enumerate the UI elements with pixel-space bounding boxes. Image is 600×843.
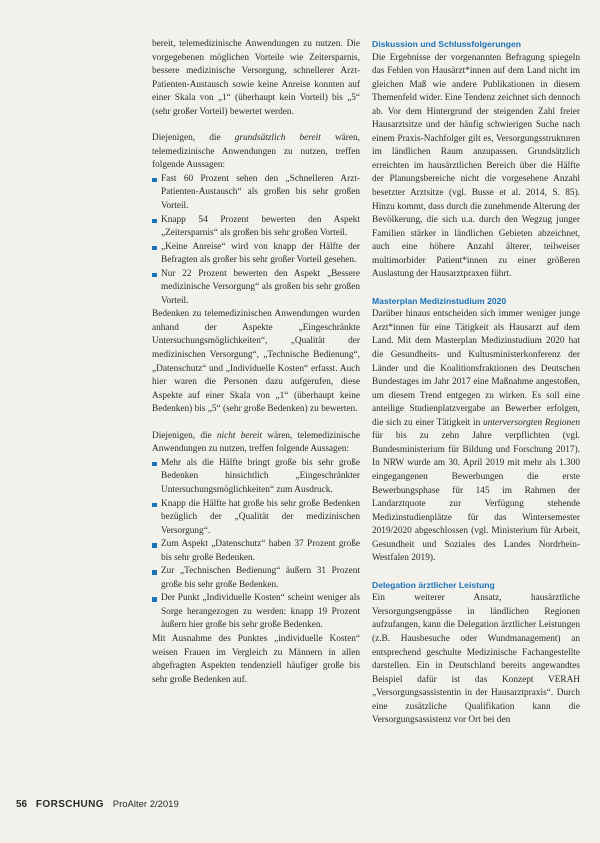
right-paragraph-3: Ein weiterer Ansatz, hausärztliche Versorgungsengpässe in ländlichen Regionen aufzufangen, kann die Delegation ärztlicher Leistungen (z.B. Hausbesuche oder Wundmanagement) an entsprechend geschulte Medizinische Fachangestellte darstellen. Ein in Deutschland bereits angewandtes Beispiel dafür ist das Konzept VERAH „Versorgungsassistentin in der Hausarztpraxis“. Durch eine zusätzliche Qualifikation kann die Versorgungsassistenz vor Ort bei den bbox=[372, 593, 580, 726]
list-item: Zur „Technischen Bedienung“ äußern 31 Prozent große bis sehr große Bedenken. bbox=[152, 565, 360, 592]
magazine-issue: ProAlter 2/2019 bbox=[112, 799, 179, 810]
list-item: „Keine Anreise“ wird von knapp der Hälfte der Befragten als großer bis sehr großer Vorteil gesehen. bbox=[152, 241, 360, 268]
left-paragraph-4 bbox=[152, 430, 360, 457]
right-paragraph-2 bbox=[372, 308, 580, 565]
right-paragraph-2-post: für bis zu zehn Jahre verpflichten (vgl. Bundesministerium für Bildung und Forschung 2017). In NRW wurde am 30. April 2019 mit mehr als 1.300 eingegangenen Bewerbungen die erste Bewerbungsphase für 145 im Rahmen der Landarztquote zur Verfügung stehende Medizinstudienplätze für das Wintersemester 2019/2020 abgeschlossen (vgl. Ministerium für Arbeit, Gesundheit und Soziales des Landes Nordrhein-Westfalen 2019). bbox=[372, 431, 580, 564]
heading-delegation: Delegation ärztlicher Leistung bbox=[372, 579, 495, 590]
left-paragraph-4-pre: Diejenigen, die bbox=[152, 430, 217, 441]
list-item: Der Punkt „Individuelle Kosten“ scheint weniger als Sorge herangezogen zu werden: knapp 19 Prozent äußern hier große bis sehr große Bedenken. bbox=[152, 592, 360, 633]
right-paragraph-2-pre: Darüber hinaus entscheiden sich immer weniger junge Arzt*innen für eine Tätigkeit als Hausarzt auf dem Land. Mit dem Masterplan Medizinstudium 2020 hat die Gesundheits- und Kultusministerkonferenz der Länder und die Koalitionsfraktionen des Deutschen Bundestages im Jahr 2017 eine Maßnahme angestoßen, um diesem Trend entgegen zu wirken. Es soll eine anteilige Studienplatzvergabe an Bewerber erfolgen, die sich zu einer Tätigkeit in bbox=[372, 309, 580, 428]
left-paragraph-2-post: wären, telemedizinische Anwendungen zu nutzen, treffen folgende Aussagen: bbox=[152, 133, 360, 171]
right-paragraph-1: Die Ergebnisse der vorgenannten Befragung spiegeln das Fehlen von Hausärzt*innen auf dem Land nicht im gleichen Maß wie andere Publikationen in diesem Themenfeld wider. Eine Tendenz zeichnet sich dennoch ab. Vor dem Hintergrund der steigenden Zahl freier Hausarztsitze und der häufig schwierigen Suche nach einem Praxis-Nachfolger gilt es, Versorgungsstrukturen im ländlichen Raum anzupassen. Grundsätzlich erreichten im hausärztlichen Bereich über die Hälfte der Planungsbereiche nicht die vorgesehene Anzahl besetzter Arztsitze (vgl. Busse et al. 2014, S. 85). Hinzu kommt, dass durch die zunehmende Alterung der Bevölkerung, die sich u.a. durch den Wegzug junger Familien stärker in ländlichen Gebieten abzeichnet, auch eine höhere Anzahl älterer, teilweiser multimorbider Patient*innen zu einer größeren Auslastung der Hausarztpraxen führt. bbox=[372, 52, 580, 280]
left-paragraph-1: bereit, telemedizinische Anwendungen zu nutzen. Die vorgegebenen möglichen Vorteile wie Zeitersparnis, bessere medizinische Versorgung, schnellerer Arzt-Patienten-Austausch sowie keine Anreise konnten auf einer Skala von „1“ (überhaupt kein Vorteil) bis „5“ (sehr großer Vorteil) bewertet werden. bbox=[152, 39, 360, 117]
left-column bbox=[152, 38, 360, 687]
right-paragraph-2-emphasis: unterversorgten Regionen bbox=[483, 417, 580, 428]
advantages-list bbox=[152, 173, 360, 308]
list-item: Zum Aspekt „Datenschutz“ haben 37 Prozent große bis sehr große Bedenken. bbox=[152, 538, 360, 565]
list-item: Fast 60 Prozent sehen den „Schnelleren Arzt-Patienten-Austausch“ als großen bis sehr großen Vorteil. bbox=[152, 173, 360, 214]
list-item: Knapp die Hälfte hat große bis sehr große Bedenken bezüglich der „Qualität der medizinischen Versorgung“. bbox=[152, 498, 360, 539]
left-paragraph-5: Mit Ausnahme des Punktes „individuelle Kosten“ weisen Frauen im Vergleich zu Männern in allen abgefragten Aspekten tendenziell häufiger große bis sehr große Bedenken auf. bbox=[152, 633, 360, 685]
left-paragraph-2-pre: Diejenigen, die bbox=[152, 133, 235, 144]
heading-masterplan: Masterplan Medizinstudium 2020 bbox=[372, 295, 507, 306]
left-paragraph-2 bbox=[152, 132, 360, 173]
right-column bbox=[372, 38, 580, 728]
concerns-list bbox=[152, 457, 360, 633]
page-number: 56 bbox=[16, 799, 28, 810]
section-name: FORSCHUNG bbox=[35, 799, 104, 810]
left-paragraph-4-emphasis: nicht bereit bbox=[216, 430, 263, 441]
heading-discussion: Diskussion und Schlussfolgerungen bbox=[372, 39, 521, 49]
left-paragraph-4-post: wären, telemedizinische Anwendungen zu nutzen, treffen folgende Aussagen: bbox=[152, 430, 360, 455]
list-item: Knapp 54 Prozent bewerten den Aspekt „Zeitersparnis“ als großen bis sehr großen Vorteil. bbox=[152, 214, 360, 241]
left-paragraph-2-emphasis: grundsätzlich bereit bbox=[234, 133, 321, 144]
list-item: Mehr als die Hälfte bringt große bis sehr große Bedenken hinsichtlich „Eingeschränkter Untersuchungsmöglichkeiten“ zum Ausdruck. bbox=[152, 457, 360, 498]
page-footer bbox=[16, 799, 179, 810]
left-paragraph-3: Bedenken zu telemedizinischen Anwendungen wurden anhand der Aspekte „Eingeschränkte Untersuchungsmöglichkeiten“, „Qualität der medizinischen Versorgung“, „Technische Bedienung“, „Datenschutz“ und „Individuelle Kosten“ erfasst. Auch hier waren die Personen dazu aufgerufen, diese Aspekte auf einer Skala von „1“ (überhaupt keine Bedenken) bis „5“ (sehr große Bedenken) zu bewerten. bbox=[152, 309, 360, 415]
list-item: Nur 22 Prozent bewerten den Aspekt „Bessere medizinische Versorgung“ als großen bis sehr großen Vorteil. bbox=[152, 268, 360, 309]
